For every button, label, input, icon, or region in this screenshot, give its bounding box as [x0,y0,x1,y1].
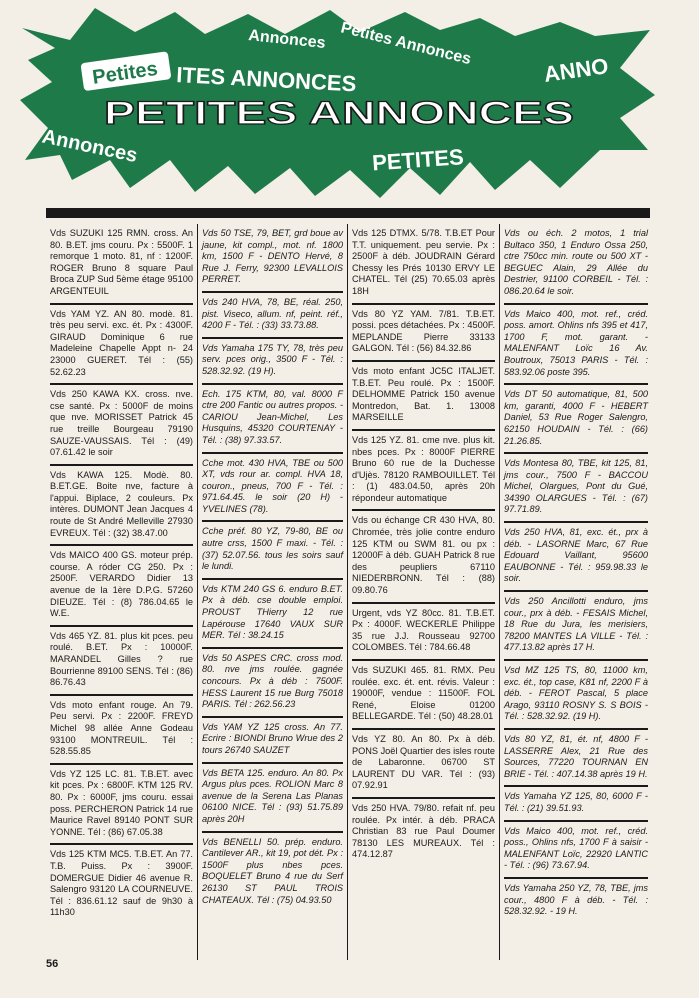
top-line-text: ITES ANNONCES [175,62,357,97]
classified-ad: Vds 50 ASPES CRC. cross mod. 80. nve jms roulée. gagnée concours. Px à déb : 7500F. HESS Laurent 15 rue Burg 75018 PARIS. Tél : 262.56.23 [202,649,343,718]
classified-ad: Vds ou échange CR 430 HVA, 80. Chromée, très jolie contre enduro 125 KTM ou SWM 81. ou px : 12000F à déb. GUAH Patrick 8 rue des peupliers 67110 NIEDERBRONN. Tél : (88) 09.80.76 [352,511,495,603]
petites-sticker-top-text: Petites [91,57,160,89]
column-4 [500,224,652,960]
classified-ad: Vds Yamaha 250 YZ, 78, TBE, jms cour., 4800 F à déb. - Tél. : 528.32.92. - 19 H. [504,882,648,917]
classified-ad: Vds YAM YZ 125 cross. An 77. Ecrire : BIONDI Bruno Wrue des 2 tours 26740 SAUZET [202,718,343,764]
classified-ad: Vds 250 Ancillotti enduro, jms cour., prx à déb. - FESAIS Michel, 18 Rue du Jura, les merisiers, 78200 MANTES LA VILLE - Tél. : 477.13.82 après 17 H. [504,592,648,661]
classified-ad: Vds Maico 400, mot. ref., créd. poss., Ohlins nfs, 1700 F à saisir - MALENFANT Loïc, 22920 LANTIC - Tél. : (96) 73.67.94. [504,822,648,879]
petites-bottom-text: PETITES [371,144,465,176]
petites-annonces-banner [0,0,699,210]
classified-ad: Vds 465 YZ. 81. plus kit pces. peu roulé. B.ET. Px : 10000F. MARANDEL Gilles ? rue Bourrienne 89100 SENS. Tél : (86) 86.76.43 [50,627,193,696]
classified-ad: Vds YZ 125 LC. 81. T.B.ET. avec kit pces. Px : 6800F. KTM 125 RV. 80. Px : 6000F, jms couru. essai poss. PERCHERON Patrick 14 rue Maurice Ravel 89140 PONT SUR YONNE. Tél : (86) 67.05.38 [50,765,193,846]
classified-ad: Vds DT 50 automatique, 81, 500 km, garanti, 4000 F - HEBERT Daniel, 53 Rue Roger Salengro, 62150 HOUDAIN - Tél. : (66) 21.26.85. [504,385,648,454]
classified-ad: Vds moto enfant rouge. An 79. Peu servi. Px : 2200F. FREYD Michel 98 allée Anne Godeau 93100 MONTREUIL. Tél : 528.55.85 [50,696,193,765]
page-number: 56 [46,958,59,970]
classified-ad: Cche préf. 80 YZ, 79-80, BE ou autre crss, 1500 F maxi. - Tél. : (37) 52.07.56. tous les soirs sauf le lundi. [202,522,343,579]
classified-ad: Vds SUZUKI 125 RMN. cross. An 80. B.ET. jms couru. Px : 5500F. 1 remorque 1 moto. 81, nf : 1200F. ROGER Bruno 8 square Paul Broca ZUP Sud 5ème étage 95100 ARGENTEUIL [50,224,193,305]
anno-right-text: ANNO [542,53,610,87]
classified-ad: Vds Montesa 80, TBE, kit 125, 81, jms cour., 7500 F - BACCOU Michel, Olargues, Pont du Gué, 34390 OLARGUES - Tél. : (67) 97.71.89. [504,454,648,523]
classified-ad: Vds 240 HVA, 78, BE, réal. 250, pist. Viseco, allum. nf, peint. réf., 4200 F - Tél. : (33) 33.73.88. [202,293,343,339]
classified-ad: Vds BENELLI 50. prép. enduro. Cantilever AR., kit 19, pot dét. Px : 1500F plus nbes pces. BOQUELET Bruno 4 rue du Serf 26130 ST PAUL TROIS CHATEAUX. Tél : (75) 04.93.50 [202,836,343,905]
classified-ad: Vds Maico 400, mot. ref., créd. poss. amort. Ohlins nfs 395 et 417, 1700 F, mot. garant. - MALENFANT Loïc 16 Av. Boutroux, 75013 PARIS - Tél. : 583.92.06 poste 395. [504,305,648,386]
annonces-sticker-text: Annonces [40,125,140,168]
classified-ad: Vds YZ 80. An 80. Px à déb. PONS Joël Quartier des isles route de Labaronne. 06700 ST LAURENT DU VAR. Tél : (93) 07.92.91 [352,730,495,799]
classified-ad: Vds BETA 125. enduro. An 80. Px Argus plus pces. ROLION Marc 8 avenue de la Serena Las Planas 06100 NICE. Tél : (93) 51.75.89 après 20H [202,764,343,833]
classified-ad: Vds Yamaha 175 TY, 78, très peu serv. pces orig., 3500 F - Tél. : 528.32.92. (19 H). [202,339,343,385]
header-rule [46,208,650,218]
classified-ad: Vds MAICO 400 GS. moteur prép. course. A róder CG 250. Px : 2500F. VERARDO Didier 13 avenue de la 1ère D.P.G. 57260 DIEUZE. Tél : (8) 786.04.65 le W.E. [50,546,193,627]
classified-ad: Vds 80 YZ YAM. 7/81. T.B.ET. possi. pces détachées. Px : 4500F. MEPLANDE Pierre 33133 GALGON. Tél : (56) 84.32.86 [352,305,495,362]
annonces-top-text: Annonces [247,27,327,53]
classified-ad: Vds 250 HVA. 79/80. refait nf. peu roulée. Px intér. à déb. PRACA Christian 83 rue Paul Doumer 78130 LES MUREAUX. Tél : 474.12.87 [352,802,495,860]
classified-ad: Vds 250 HVA, 81, exc. ét., prx à déb. - LASORNE Marc, 67 Rue Edouard Vaillant, 95600 EAUBONNE - Tél. : 959.98.33 le soir. [504,523,648,592]
classified-ad: Vds KAWA 125. Modè. 80. B.ET.GE. Boite nve, facture à l'appui. Biplace, 2 couleurs. Px intères. DUMONT Jean Jacques 4 route de St André Melleville 27930 EVREUX. Tél : (32) 38.47.00 [50,466,193,547]
classified-ad: Vds YAM YZ. AN 80. modè. 81. très peu servi. exc. ét. Px : 4300F. GIRAUD Dominique 6 rue Madeleine Chapelle Appt n- 24 23000 GUERET. Tél : (55) 52.62.23 [50,305,193,386]
classified-ad: Vds SUZUKI 465. 81. RMX. Peu roulée. exc. ét. ent. révis. Valeur : 19000F, vendue : 11500F. FOL René, Eloise 01200 BELLEGARDE. Tél : (50) 48.28.01 [352,661,495,730]
petites-annonces-top-text: Petites Annonces [339,19,473,69]
main-title: PETITES ANNONCES [104,95,574,131]
classified-ad: Vds 50 TSE, 79, BET, grd boue av jaune, kit compl., mot. nf. 1800 km, 1500 F - DENTO Hervé, 8 Rue J. Ferry, 92300 LEVALLOIS PERRET. [202,224,343,293]
classified-ad: Vds 80 YZ, 81, ét. nf, 4800 F - LASSERRE Alex, 21 Rue des Sources, 77220 TOURNAN EN BRIE - Tél. : 407.14.38 après 19 H. [504,730,648,787]
classified-ad: Vds 125 KTM MC5. T.B.ET. An 77. T.B. Puiss. Px : 3900F. DOMERGUE Didier 46 avenue R. Salengro 93120 LA COURNEUVE. Tél : 836.61.12 sauf de 9h30 à 11h30 [50,849,193,918]
column-3 [348,224,500,960]
classified-ad: Vds 125 DTMX. 5/78. T.B.ET Pour T.T. uniquement. peu servie. Px : 2500F à déb. JOUDRAIN Gérard Chessy les Prés 10130 ERVY LE CHATEL. Tél (25) 70.65.03 après 18H [352,224,495,305]
classified-ad: Vds 250 KAWA KX. cross. nve. cse santé. Px : 5000F de moins que nve. MORISSET Patrick 45 rue treille Bourgeau 79190 SAUZE-VAUSSAIS. Tél : (49) 07.61.42 le soir [50,385,193,466]
column-2 [198,224,348,960]
classified-ad: Urgent, vds YZ 80cc. 81. T.B.ET. Px : 4000F. WECKERLE Philippe 35 rue J.J. Rousseau 92700 COLOMBES. Tél : 784.66.48 [352,604,495,661]
classified-ad: Ech. 175 KTM, 80, val. 8000 F ctre 200 Fantic ou autres propos. - CARIOU Jean-Michel, Les Husquins, 45320 COURTENAY - Tél. : (38) 97.33.57. [202,385,343,454]
classified-ad: Vds moto enfant JC5C ITALJET. T.B.ET. Peu roulé. Px : 1500F. DELHOMME Patrick 150 avenue Montredon, Bat. 1. 13008 MARSEILLE [352,362,495,431]
classified-ad: Vsd MZ 125 TS, 80, 11000 km, exc. ét., top case, K81 nf, 2200 F à déb. - FEROT Pascal, 5 place Arago, 93110 ROSNY S. S BOIS - Tél. : 528.32.92. (19 H). [504,661,648,730]
classified-ad: Vds Yamaha YZ 125, 80, 6000 F - Tél. : (21) 39.51.93. [504,787,648,821]
column-1 [46,224,198,960]
classified-ad: Cche mot. 430 HVA, TBE ou 500 XT, vds rour ar. compl. HVA 18, couron., pneus, 700 F - Tél. : 971.64.45. le soir (20 H) - YVELINES (78). [202,454,343,523]
classified-ad: Vds ou éch. 2 motos, 1 trial Bultaco 350, 1 Enduro Ossa 250, ctre 750cc min. route ou 500 XT - BEGUEC Alain, 29 Allée du Destrier, 91100 CORBEIL - Tél. : 086.20.64 le soir. [504,224,648,305]
classified-ad: Vds 125 YZ. 81. cme nve. plus kit. nbes pces. Px : 8000F PIERRE Bruno 60 rue de la Duchesse d'Ujès. 78120 RAMBOUILLET. Tél : (1) 483.04.50, après 20h répondeur automatique [352,431,495,512]
classified-ad: Vds KTM 240 GS 6. enduro B.ET. Px à déb. cse double emploi. PROUST THierry 12 rue Lapérouse 17640 VAUX SUR MER. Tél : 38.24.15 [202,580,343,649]
